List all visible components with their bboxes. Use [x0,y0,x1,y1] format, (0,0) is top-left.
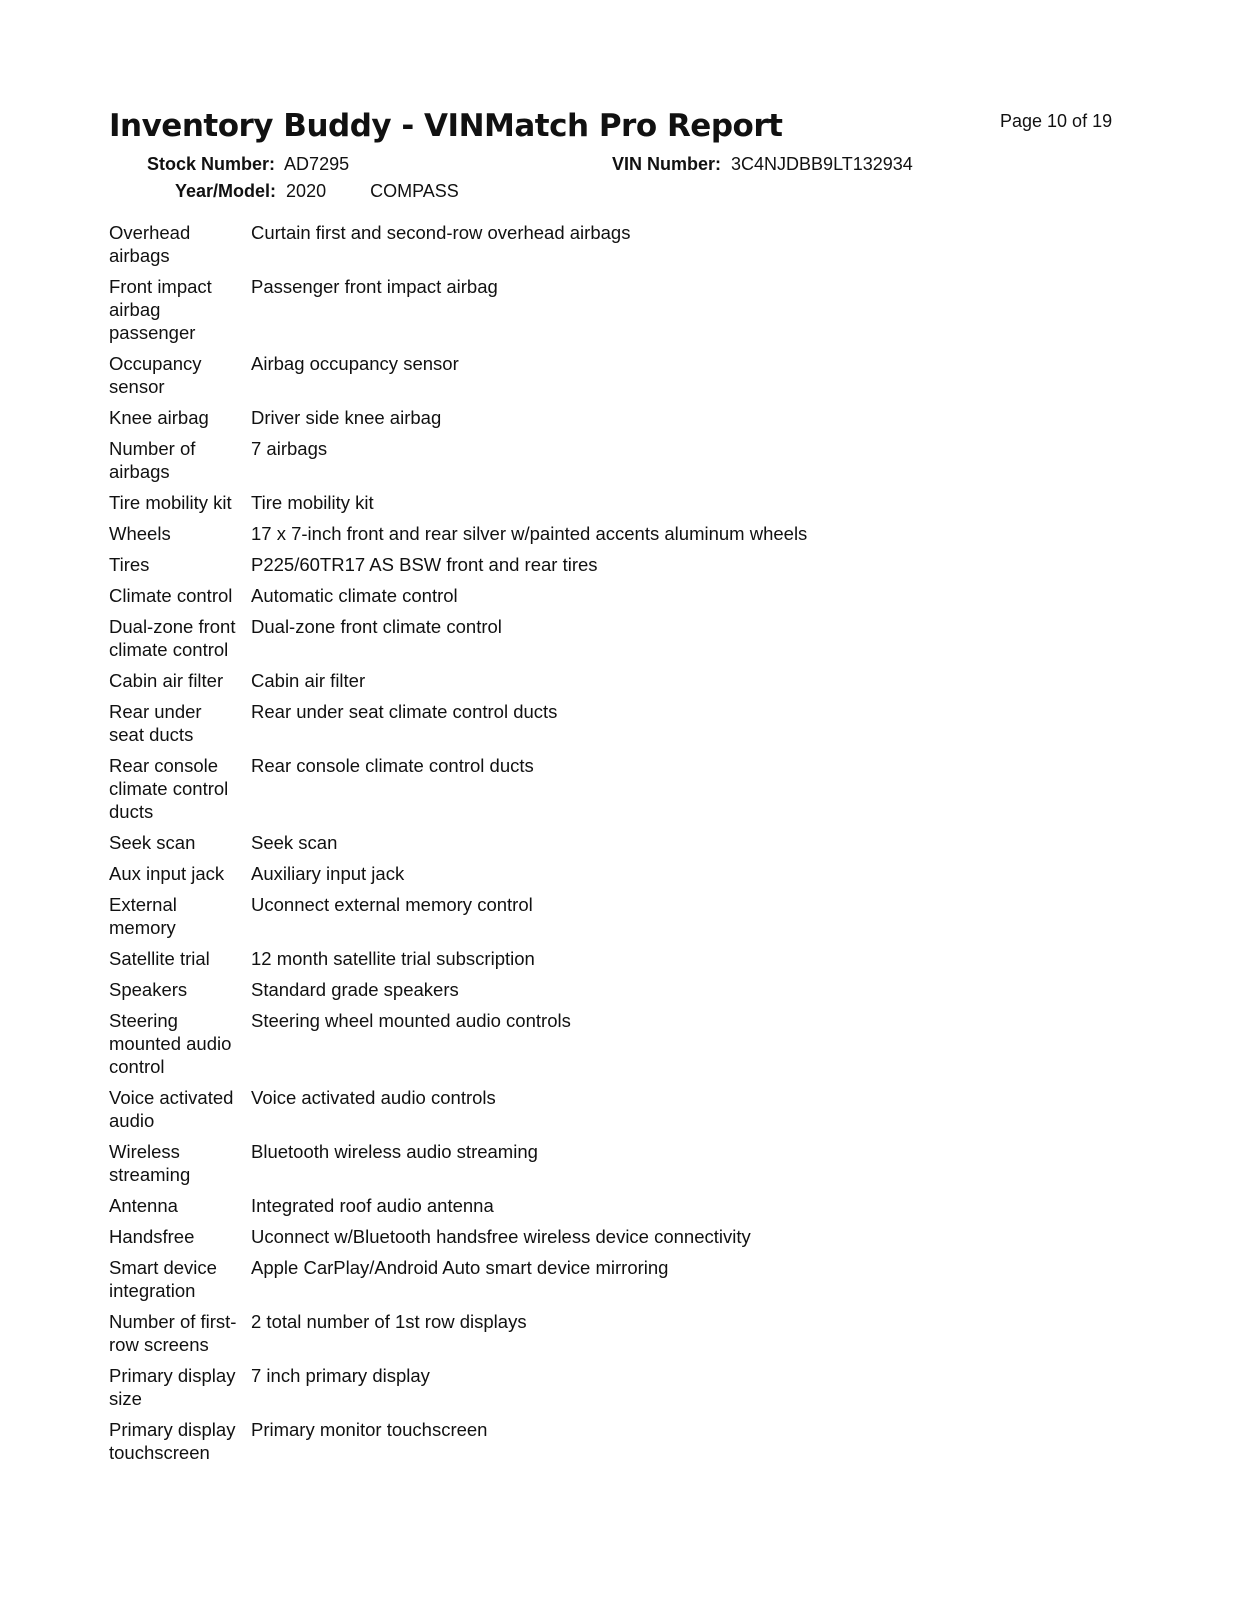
feature-label: Tire mobility kit [109,492,232,513]
vin-label: VIN Number: [612,154,722,174]
feature-value: Auxiliary input jack [251,863,405,884]
table-row [109,352,807,406]
table-row [109,522,807,553]
feature-value: P225/60TR17 AS BSW front and rear tires [251,554,598,575]
feature-value: Steering wheel mounted audio controls [251,1010,571,1031]
table-row [109,1225,807,1256]
feature-value: 2 total number of 1st row displays [251,1311,527,1332]
table-row [109,615,807,669]
feature-value: Rear under seat climate control ducts [251,701,558,722]
feature-label: Dual-zone front climate control [109,616,236,660]
feature-value: Primary monitor touchscreen [251,1419,488,1440]
feature-label: Steering mounted audio control [109,1010,232,1077]
table-row [109,406,807,437]
feature-value: Uconnect external memory control [251,894,533,915]
table-row [109,700,807,754]
table-row [109,947,807,978]
feature-label: Number of first- row screens [109,1311,237,1355]
feature-value: Passenger front impact airbag [251,276,498,297]
table-row [109,1256,807,1310]
year-value: 2020 [286,181,327,201]
feature-value: Standard grade speakers [251,979,459,1000]
feature-label: Tires [109,554,150,575]
feature-value: Bluetooth wireless audio streaming [251,1141,538,1162]
feature-label: Climate control [109,585,233,606]
feature-value: Airbag occupancy sensor [251,353,459,374]
feature-value: 12 month satellite trial subscription [251,948,535,969]
table-row [109,491,807,522]
table-row [109,831,807,862]
feature-value: Automatic climate control [251,585,458,606]
feature-value: Voice activated audio controls [251,1087,496,1108]
feature-value: Uconnect w/Bluetooth handsfree wireless device connectivity [251,1226,751,1247]
year-model [175,181,459,202]
table-row [109,1140,807,1194]
table-row [109,1009,807,1086]
feature-label: Smart device integration [109,1257,217,1301]
table-row [109,893,807,947]
feature-label: Front impact airbag passenger [109,276,212,343]
year-model-label: Year/Model: [175,181,277,201]
feature-value: 7 inch primary display [251,1365,430,1386]
feature-label: Aux input jack [109,863,225,884]
feature-label: Cabin air filter [109,670,224,691]
feature-label: Rear under seat ducts [109,701,202,745]
table-row [109,1194,807,1225]
stock-number [147,154,349,175]
feature-label: Overhead airbags [109,222,191,266]
table-row [109,669,807,700]
table-row [109,1364,807,1418]
table-row [109,437,807,491]
table-row [109,275,807,352]
feature-value: Seek scan [251,832,338,853]
feature-value: Dual-zone front climate control [251,616,502,637]
table-row [109,862,807,893]
feature-value: Driver side knee airbag [251,407,442,428]
table-row [109,978,807,1009]
report-title: Inventory Buddy - VINMatch Pro Report [109,108,783,144]
feature-label: Number of airbags [109,438,196,482]
feature-value: Cabin air filter [251,670,366,691]
feature-label: Speakers [109,979,188,1000]
stock-label: Stock Number: [147,154,276,174]
feature-label: Primary display touchscreen [109,1419,236,1463]
feature-label: Primary display size [109,1365,236,1409]
feature-label: Rear console climate control ducts [109,755,229,822]
table-row [109,1418,807,1472]
vin-value: 3C4NJDBB9LT132934 [731,154,913,174]
table-row [109,1086,807,1140]
table-row [109,754,807,831]
feature-label: Wireless streaming [109,1141,191,1185]
table-row [109,1310,807,1364]
feature-label: Knee airbag [109,407,209,428]
vin-number [612,154,913,175]
model-value: COMPASS [370,181,459,201]
feature-value: Curtain first and second-row overhead airbags [251,222,631,243]
features-table [109,221,807,1472]
table-row [109,584,807,615]
feature-value: 7 airbags [251,438,328,459]
feature-value: Tire mobility kit [251,492,374,513]
feature-value: Integrated roof audio antenna [251,1195,494,1216]
feature-label: Handsfree [109,1226,195,1247]
table-row [109,221,807,275]
feature-value: Apple CarPlay/Android Auto smart device mirroring [251,1257,669,1278]
feature-label: Occupancy sensor [109,353,202,397]
feature-value: 17 x 7-inch front and rear silver w/painted accents aluminum wheels [251,523,808,544]
feature-label: Antenna [109,1195,178,1216]
feature-value: Rear console climate control ducts [251,755,534,776]
feature-label: Satellite trial [109,948,210,969]
feature-label: External memory [109,894,177,938]
feature-label: Seek scan [109,832,196,853]
feature-label: Voice activated audio [109,1087,234,1131]
feature-label: Wheels [109,523,171,544]
table-row [109,553,807,584]
stock-value: AD7295 [284,154,350,174]
page-number: Page 10 of 19 [1000,111,1113,131]
